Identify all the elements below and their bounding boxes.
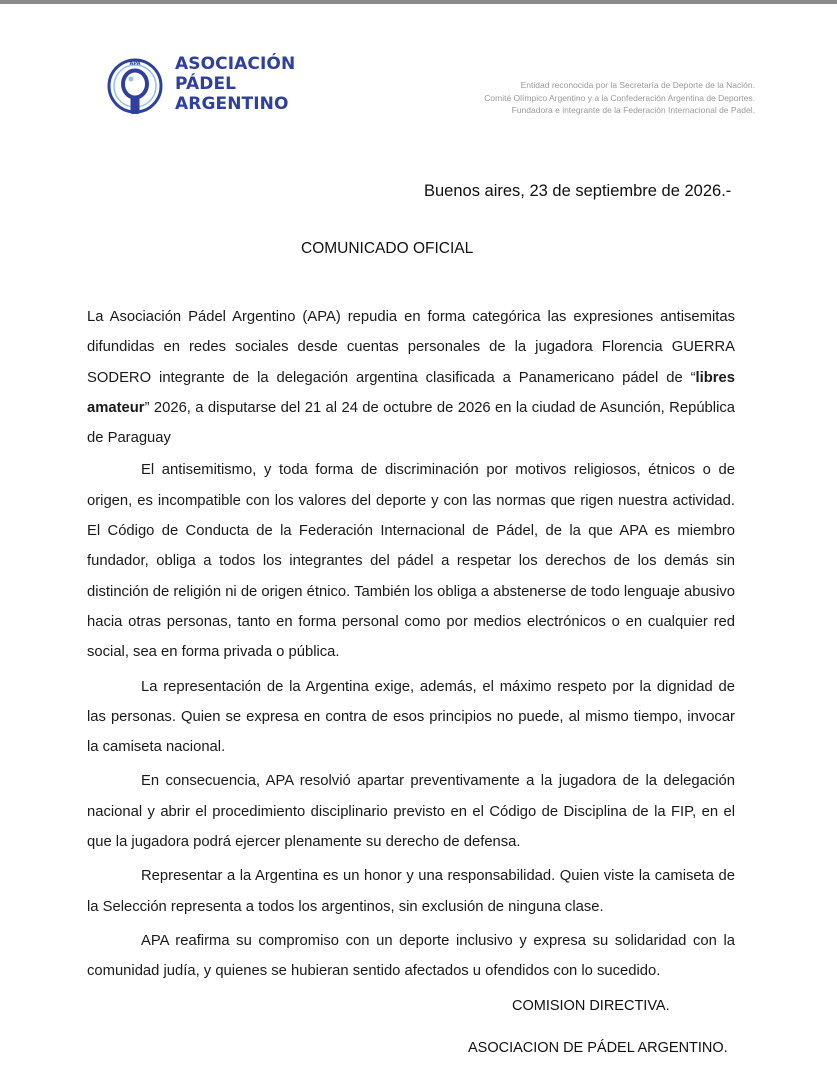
- entity-line-3: Fundadora e integrante de la Federación Internacional de Padel.: [511, 105, 755, 115]
- paragraph-1-text-b: ” 2026, a disputarse del 21 al 24 de octubre de 2026 en la ciudad de Asunción, República de Paraguay: [87, 399, 735, 447]
- logo-wordmark: [175, 54, 295, 114]
- signature-association: ASOCIACION DE PÁDEL ARGENTINO.: [468, 1040, 728, 1056]
- paragraph-1: [87, 302, 735, 453]
- paragraph-6: APA reafirma su compromiso con un deporte inclusivo y expresa su solidaridad con la comunidad judía, y quienes se hubieran sentido afectados u ofendidos con lo sucedido.: [87, 932, 735, 980]
- paragraph-1-bold: libres amateur: [87, 369, 735, 416]
- paragraph-3: La representación de la Argentina exige, además, el máximo respeto por la dignidad de las personas. Quien se expresa en contra de esos principios no puede, al mismo tiempo, invocar la camiseta nacional.: [87, 678, 735, 756]
- entity-description: [484, 79, 755, 117]
- paragraph-2: El antisemitismo, y toda forma de discriminación por motivos religiosos, étnicos o de origen, es incompatible con los valores del deporte y con las normas que rigen nuestra actividad. El Código de Conducta de la Federación Internacional de Pádel, de la que APA es miembro fundador, obliga a todos los integrantes del pádel a respetar los derechos de los demás sin distinción de religión ni de origen étnico. También los obliga a abstenerse de todo lenguaje abusivo hacia otras personas, tanto en forma personal como por medios electrónicos o en cualquier red social, sea en forma privada o pública.: [87, 462, 735, 661]
- document-date: Buenos aires, 23 de septiembre de 2026.-: [424, 182, 732, 200]
- document-body: [87, 302, 735, 987]
- apa-logo: [105, 52, 305, 127]
- paragraph-1-text-a: La Asociación Pádel Argentino (APA) repudia en forma categórica las expresiones antisemitas difundidas en redes sociales desde cuentas personales de la jugadora Florencia GUERRA SODERO integrante de la delegación argentina clasificada a Panamericano pádel de “: [87, 309, 735, 386]
- top-border: [0, 0, 837, 4]
- document-heading: COMUNICADO OFICIAL: [301, 240, 474, 257]
- padel-racket-icon: [105, 52, 171, 127]
- logo-line-1: ASOCIACIÓN: [175, 54, 296, 74]
- paragraph-4: En consecuencia, APA resolvió apartar preventivamente a la jugadora de la delegación nacional y abrir el procedimiento disciplinario previsto en el Código de Disciplina de la FIP, en el que la jugadora podrá ejercer plenamente su derecho de defensa.: [87, 773, 735, 851]
- signature-committee: COMISION DIRECTIVA.: [512, 998, 670, 1014]
- logo-line-3: ARGENTINO: [175, 94, 289, 114]
- entity-line-1: Entidad reconocida por la Secretaría de Deporte de la Nación.: [520, 80, 755, 90]
- paragraph-5: Representar a la Argentina es un honor y una responsabilidad. Quien viste la camiseta de la Selección representa a todos los argentinos, sin exclusión de ninguna clase.: [87, 868, 735, 915]
- logo-badge: APA: [129, 61, 141, 67]
- logo-line-2: PÁDEL: [175, 74, 237, 94]
- entity-line-2: Comité Olímpico Argentino y a la Confederación Argentina de Deportes.: [484, 92, 755, 103]
